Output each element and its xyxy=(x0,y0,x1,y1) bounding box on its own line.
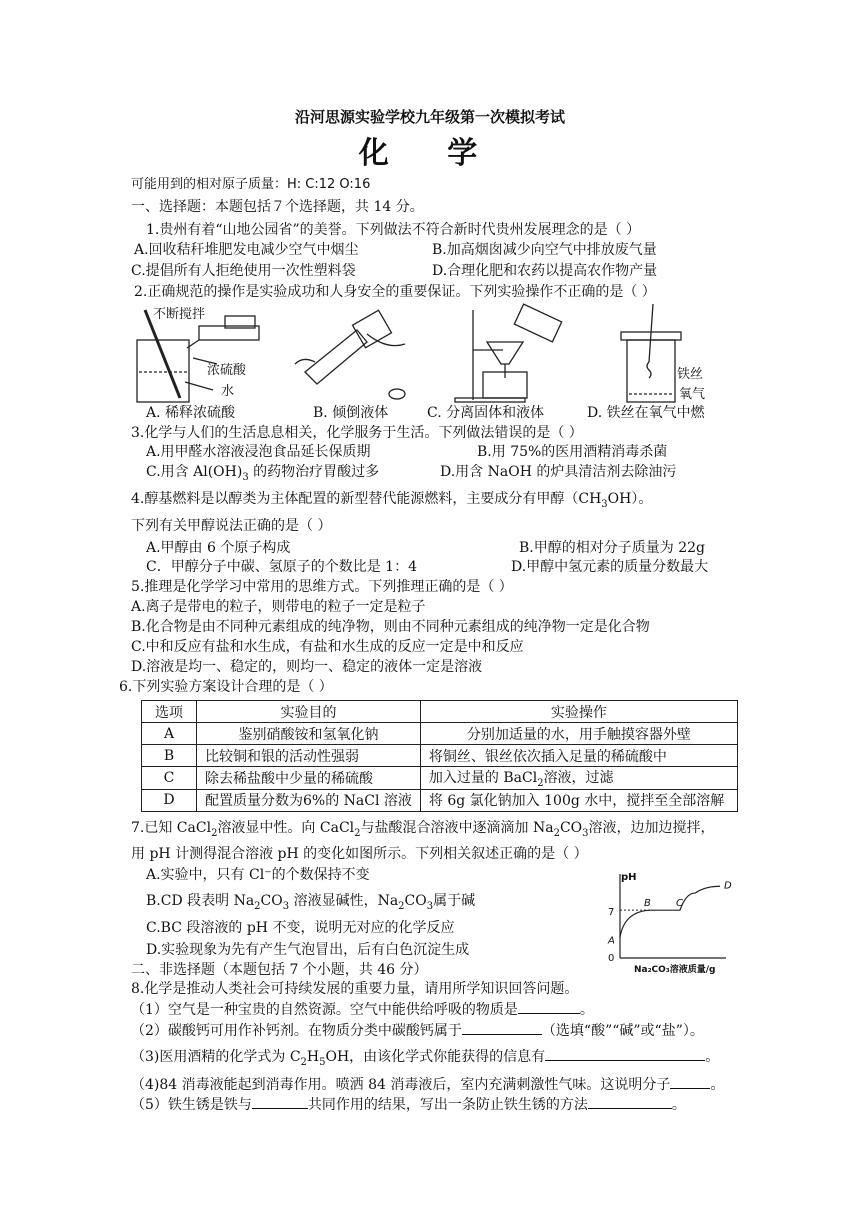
q8-part-2: （2）碳酸钙可用作补钙剂。在物质分类中碳酸钙属于 （选填“酸”“碱”或“盐”）。 xyxy=(131,1020,704,1040)
iron-combustion-illustration xyxy=(621,304,681,402)
answer-blank[interactable] xyxy=(462,1020,542,1035)
series-line xyxy=(620,886,720,937)
q8-stem: 8.化学是推动人类社会可持续发展的重要力量，请用所学知识回答问题。 xyxy=(131,981,579,997)
section-1-heading: 一、选择题：本题包括７个选择题，共 14 分。 xyxy=(131,199,424,215)
q2-stem: 2.正确规范的操作是实验成功和人身安全的重要保证。下列实验操作不正确的是（ ） xyxy=(134,284,656,300)
q1-option-d: D.合理化肥和农药以提高农作物产量 xyxy=(432,263,658,279)
answer-blank[interactable] xyxy=(518,999,580,1014)
q5-option-b: B.化合物是由不同种元素组成的纯净物，则由不同种元素组成的纯净物一定是化合物 xyxy=(131,619,650,635)
y-tick-label: 7 xyxy=(608,907,615,918)
beaker-dilution-illustration xyxy=(137,310,259,402)
table-row xyxy=(142,745,738,767)
label-oxygen: 氧气 xyxy=(679,387,706,402)
y-axis-label: pH xyxy=(621,872,637,883)
table-cell-operation: 将 6g 氯化钠加入 100g 水中，搅拌至全部溶解 xyxy=(420,789,737,811)
q4-stem-2: 下列有关甲醇说法正确的是（ ） xyxy=(131,518,332,534)
q1-option-a: A.回收秸秆堆肥发电减少空气中烟尘 xyxy=(134,242,359,258)
q7-stem: 7.已知 CaCl$_2$溶液显中性。向 CaCl$_2$与盐酸混合溶液中逐滴滴加 $Na_2CO_3$溶液，边加边搅拌， xyxy=(131,820,715,839)
filtration-illustration xyxy=(455,304,562,402)
table-cell-operation: 分别加适量的水，用手触摸容器外壁 xyxy=(420,723,737,745)
section-2-heading: 二、非选择题（本题包括 7 个小题，共 46 分） xyxy=(131,962,428,978)
ph-curve-chart xyxy=(600,868,730,976)
label-stir: 不断搅拌 xyxy=(153,307,206,322)
table-cell-option: B xyxy=(142,745,197,767)
q7-option-a: A.实验中，只有 Cl⁻的个数保持不变 xyxy=(146,867,370,883)
q2-option-a: A. 稀释浓硫酸 xyxy=(146,405,236,421)
q8-part-4: （4)84 消毒液能起到消毒作用。喷洒 84 消毒液后，室内充满刺激性气味。这说明分子 。 xyxy=(131,1074,724,1094)
q2-option-d: D. 铁丝在氧气中燃 xyxy=(587,405,705,421)
q2-experiment-illustrations xyxy=(125,302,725,406)
table-cell-purpose: 除去稀盐酸中少量的稀硫酸 xyxy=(197,767,421,790)
q3-option-b: B.用 75%的医用酒精消毒杀菌 xyxy=(477,444,668,460)
q7-option-b: B.CD 段表明 $Na_2CO_3$ 溶液显碱性，$Na_2CO_3$属于碱 xyxy=(146,893,476,912)
q8-part-1: （1）空气是一种宝贵的自然资源。空气中能供给呼吸的物质是 。 xyxy=(131,999,594,1019)
table-header-purpose: 实验目的 xyxy=(197,701,421,723)
answer-blank[interactable] xyxy=(252,1094,308,1109)
table-cell-purpose: 配置质量分数为6%的 NaCl 溶液 xyxy=(197,789,421,811)
q4-option-b: B.甲醇的相对分子质量为 22g xyxy=(519,540,705,556)
q4-stem: 4.醇基燃料是以醇类为主体配置的新型替代能源燃料，主要成分有甲醇$(CH_3OH)$。 xyxy=(131,491,653,510)
q5-option-a: A.离子是带电的粒子，则带电的粒子一定是粒子 xyxy=(131,599,426,615)
label-iron-wire: 铁丝 xyxy=(677,367,704,382)
point-label: D xyxy=(724,880,732,892)
answer-blank[interactable] xyxy=(670,1074,710,1089)
pouring-liquid-illustration xyxy=(295,310,405,399)
q7-option-c: C.BC 段溶液的 pH 不变，说明无对应的化学反应 xyxy=(146,920,455,936)
table-cell-purpose: 鉴别硝酸铵和氢氧化钠 xyxy=(197,723,421,745)
label-water: 水 xyxy=(221,384,235,399)
q3-option-d: D.用含 NaOH 的炉具清洁剂去除油污 xyxy=(440,464,677,480)
point-label: A xyxy=(608,935,615,947)
answer-blank[interactable] xyxy=(588,1094,672,1109)
q4-option-c: C．甲醇分子中碳、氢原子的个数比是 1：4 xyxy=(146,559,417,575)
q3-option-c: C.用含 $Al(OH)_3$ 的药物治疗胃酸过多 xyxy=(146,464,380,483)
label-acid: 浓硫酸 xyxy=(207,363,247,378)
table-header-option: 选项 xyxy=(142,701,197,723)
q2-option-c: C. 分离固体和液体 xyxy=(427,405,545,421)
q1-option-b: B.加高烟囱减少向空气中排放废气量 xyxy=(432,242,657,258)
table-cell-purpose: 比较铜和银的活动性强弱 xyxy=(197,745,421,767)
q6-table xyxy=(141,700,738,812)
y-tick-label: 0 xyxy=(608,953,615,964)
q6-stem: 6.下列实验方案设计合理的是（ ） xyxy=(119,679,333,695)
table-cell-option: A xyxy=(142,723,197,745)
table-header-row xyxy=(142,701,738,723)
table-row xyxy=(142,789,738,811)
q5-option-c: C.中和反应有盐和水生成，有盐和水生成的反应一定是中和反应 xyxy=(131,639,524,655)
point-label: B xyxy=(644,898,651,910)
q3-option-a: A.用甲醛水溶液浸泡食品延长保质期 xyxy=(146,444,371,460)
table-cell-operation: 将铜丝、银丝依次插入足量的稀硫酸中 xyxy=(420,745,737,767)
q4-option-d: D.甲醇中氢元素的质量分数最大 xyxy=(511,559,709,575)
q7-option-d: D.实验现象为先有产生气泡冒出，后有白色沉淀生成 xyxy=(146,942,470,958)
table-header-operation: 实验操作 xyxy=(420,701,737,723)
table-cell-operation: 加入过量的 BaCl$_2$溶液，过滤 xyxy=(420,767,737,790)
answer-blank[interactable] xyxy=(545,1046,705,1061)
q5-option-d: D.溶液是均一、稳定的，则均一、稳定的液体一定是溶液 xyxy=(131,659,483,675)
q1-stem: 1.贵州有着“山地公园省”的美誉。下列做法不符合新时代贵州发展理念的是（ ） xyxy=(146,222,641,238)
table-row xyxy=(142,767,738,790)
atomic-mass-line: 可能用到的相对原子质量：H: C:12 O:16 xyxy=(131,177,371,192)
subject-title: 化 学 xyxy=(358,136,502,171)
q3-stem: 3.化学与人们的生活息息相关，化学服务于生活。下列做法错误的是（ ） xyxy=(131,425,583,441)
q8-part-3: （3)医用酒精的化学式为 $C_2H_5OH$，由该化学式你能获得的信息有 。 xyxy=(131,1046,719,1072)
q1-option-c: C.提倡所有人拒绝使用一次性塑料袋 xyxy=(131,263,356,279)
table-cell-option: C xyxy=(142,767,197,790)
table-row xyxy=(142,723,738,745)
q4-option-a: A.甲醇由 6 个原子构成 xyxy=(146,540,291,556)
q2-option-b: B. 倾倒液体 xyxy=(313,405,389,421)
q7-stem-2: 用 pH 计测得混合溶液 pH 的变化如图所示。下列相关叙述正确的是（ ） xyxy=(131,846,588,862)
q5-stem: 5.推理是化学学习中常用的思维方式。下列推理正确的是（ ） xyxy=(131,579,513,595)
x-axis-label: Na₂CO₃溶液质量/g xyxy=(634,965,716,975)
table-cell-option: D xyxy=(142,789,197,811)
q8-part-5: （5）铁生锈是铁与 共同作用的结果，写出一条防止铁生锈的方法 。 xyxy=(131,1094,686,1114)
exam-title: 沿河思源实验学校九年级第一次模拟考试 xyxy=(294,108,565,126)
point-label: C xyxy=(676,898,683,910)
